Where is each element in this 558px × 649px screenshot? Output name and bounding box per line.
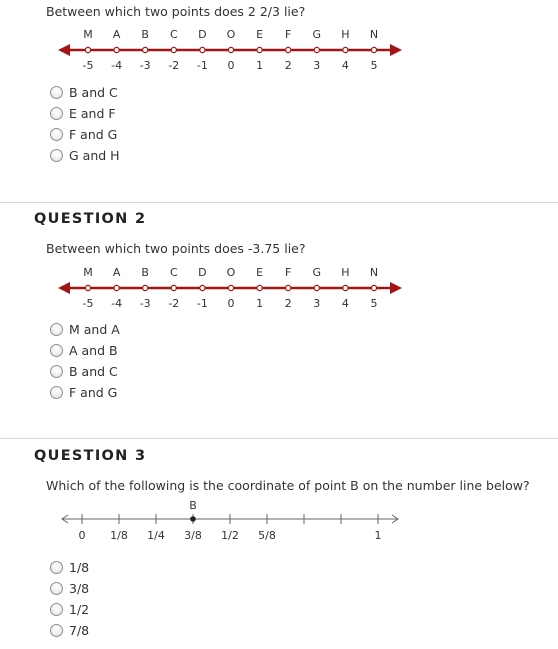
number-line-point-marker: [171, 47, 176, 52]
number-line-number: -1: [196, 297, 208, 310]
option-q3-2[interactable]: [50, 578, 89, 599]
radio-button[interactable]: [50, 624, 63, 637]
number-line-point-marker: [257, 285, 262, 290]
option-label: 7/8: [69, 623, 90, 638]
radio-button[interactable]: [50, 149, 63, 162]
option-q1-1[interactable]: [50, 82, 120, 103]
number-line-q2-left-arrow-icon: [58, 282, 70, 294]
number-line-q2: [0, 237, 558, 317]
number-line-number: 5: [370, 297, 378, 310]
number-line-q2-right-arrow-icon: [390, 282, 402, 294]
number-line-point-marker: [200, 47, 205, 52]
number-line-number: 3: [313, 59, 321, 72]
section-divider: [0, 438, 558, 439]
number-line-number: 2: [284, 59, 292, 72]
option-label: B and C: [69, 364, 118, 379]
question-2-text: Between which two points does -3.75 lie?: [46, 241, 306, 256]
radio-button[interactable]: [50, 603, 63, 616]
number-line-number: 3: [313, 297, 321, 310]
number-line-q1-left-arrow-icon: [58, 44, 70, 56]
radio-button[interactable]: [50, 386, 63, 399]
number-line-letter: F: [285, 28, 292, 41]
radio-button[interactable]: [50, 561, 63, 574]
number-line-point-marker: [257, 47, 262, 52]
number-line-letter: G: [312, 28, 322, 41]
number-line-number: 0: [227, 297, 235, 310]
number-line-number: 4: [341, 297, 349, 310]
number-line-number: 2: [284, 297, 292, 310]
number-line-number: -3: [139, 297, 151, 310]
option-label: M and A: [69, 322, 120, 337]
number-line-number: 1: [256, 297, 264, 310]
option-label: 3/8: [69, 581, 90, 596]
number-line-number: 4: [341, 59, 349, 72]
number-line-letter: M: [83, 28, 93, 41]
number-line-letter: C: [169, 266, 178, 279]
number-line-letter: D: [198, 266, 207, 279]
number-line-tick-label: 0: [78, 529, 86, 542]
number-line-letter: A: [112, 266, 121, 279]
number-line-number: -2: [168, 297, 180, 310]
number-line-number: 0: [227, 59, 235, 72]
number-line-letter: O: [226, 28, 236, 41]
number-line-q3: [0, 494, 558, 554]
question-2-header: QUESTION 2: [34, 211, 147, 227]
number-line-number: -5: [82, 59, 94, 72]
number-line-point-marker: [371, 47, 376, 52]
number-line-letter: C: [169, 28, 178, 41]
number-line-number: 1: [256, 59, 264, 72]
number-line-tick-label: 1/8: [110, 529, 128, 542]
options-q3: [50, 557, 89, 641]
number-line-letter: E: [256, 28, 264, 41]
option-q3-3[interactable]: [50, 599, 89, 620]
radio-button[interactable]: [50, 86, 63, 99]
option-label: G and H: [69, 148, 120, 163]
number-line-letter: A: [112, 28, 121, 41]
number-line-letter: N: [369, 266, 379, 279]
radio-button[interactable]: [50, 128, 63, 141]
number-line-q1: [0, 0, 558, 80]
question-3-header: QUESTION 3: [34, 448, 147, 464]
number-line-letter: H: [341, 266, 350, 279]
number-line-number: -2: [168, 59, 180, 72]
number-line-point-marker: [314, 47, 319, 52]
option-q1-2[interactable]: [50, 103, 120, 124]
number-line-number: -4: [111, 297, 123, 310]
radio-button[interactable]: [50, 107, 63, 120]
number-line-number: 5: [370, 59, 378, 72]
number-line-letter: E: [256, 266, 264, 279]
number-line-tick-label: 5/8: [258, 529, 276, 542]
number-line-point-marker: [85, 47, 90, 52]
number-line-tick-label: 1/2: [221, 529, 239, 542]
number-line-letter: B: [141, 266, 149, 279]
number-line-q1-right-arrow-icon: [390, 44, 402, 56]
radio-button[interactable]: [50, 323, 63, 336]
number-line-point-marker: [114, 47, 119, 52]
number-line-letter: N: [369, 28, 379, 41]
number-line-letter: B: [141, 28, 149, 41]
number-line-number: -4: [111, 59, 123, 72]
number-line-letter: G: [312, 266, 322, 279]
number-line-point-marker: [228, 285, 233, 290]
number-line-point-marker: [343, 285, 348, 290]
option-q3-4[interactable]: [50, 620, 89, 641]
number-line-point-marker: [228, 47, 233, 52]
option-label: 1/2: [69, 602, 90, 617]
number-line-point-marker: [171, 285, 176, 290]
number-line-letter: H: [341, 28, 350, 41]
option-q3-1[interactable]: [50, 557, 89, 578]
number-line-point-marker: [200, 285, 205, 290]
question-1-text: Between which two points does 2 2/3 lie?: [46, 4, 306, 19]
option-q2-1[interactable]: [50, 319, 120, 340]
number-line-point-marker: [371, 285, 376, 290]
options-q1: [50, 82, 120, 166]
option-label: E and F: [69, 106, 116, 121]
number-line-tick-label: 1: [374, 529, 382, 542]
option-label: F and G: [69, 127, 118, 142]
question-3-text: Which of the following is the coordinate of point B on the number line below?: [46, 478, 530, 493]
number-line-letter: O: [226, 266, 236, 279]
number-line-tick-label: 1/4: [147, 529, 165, 542]
number-line-point-marker: [343, 47, 348, 52]
option-label: 1/8: [69, 560, 90, 575]
option-q1-3[interactable]: [50, 124, 120, 145]
number-line-point-marker: [143, 285, 148, 290]
number-line-point-marker: [286, 285, 291, 290]
option-q1-4[interactable]: [50, 145, 120, 166]
number-line-number: -5: [82, 297, 94, 310]
option-label: A and B: [69, 343, 118, 358]
number-line-point-marker: [314, 285, 319, 290]
number-line-letter: M: [83, 266, 93, 279]
option-q2-4[interactable]: [50, 382, 120, 403]
number-line-point-marker: [286, 47, 291, 52]
number-line-point-marker: [143, 47, 148, 52]
point-b-label: B: [189, 499, 197, 512]
section-divider: [0, 202, 558, 203]
number-line-point-marker: [114, 285, 119, 290]
radio-button[interactable]: [50, 344, 63, 357]
option-label: F and G: [69, 385, 118, 400]
option-q2-2[interactable]: [50, 340, 120, 361]
number-line-letter: D: [198, 28, 207, 41]
radio-button[interactable]: [50, 582, 63, 595]
number-line-number: -3: [139, 59, 151, 72]
number-line-number: -1: [196, 59, 208, 72]
option-label: B and C: [69, 85, 118, 100]
number-line-letter: F: [285, 266, 292, 279]
number-line-point-marker: [85, 285, 90, 290]
option-q2-3[interactable]: [50, 361, 120, 382]
point-b-marker: [190, 516, 196, 522]
number-line-tick-label: 3/8: [184, 529, 202, 542]
options-q2: [50, 319, 120, 403]
radio-button[interactable]: [50, 365, 63, 378]
